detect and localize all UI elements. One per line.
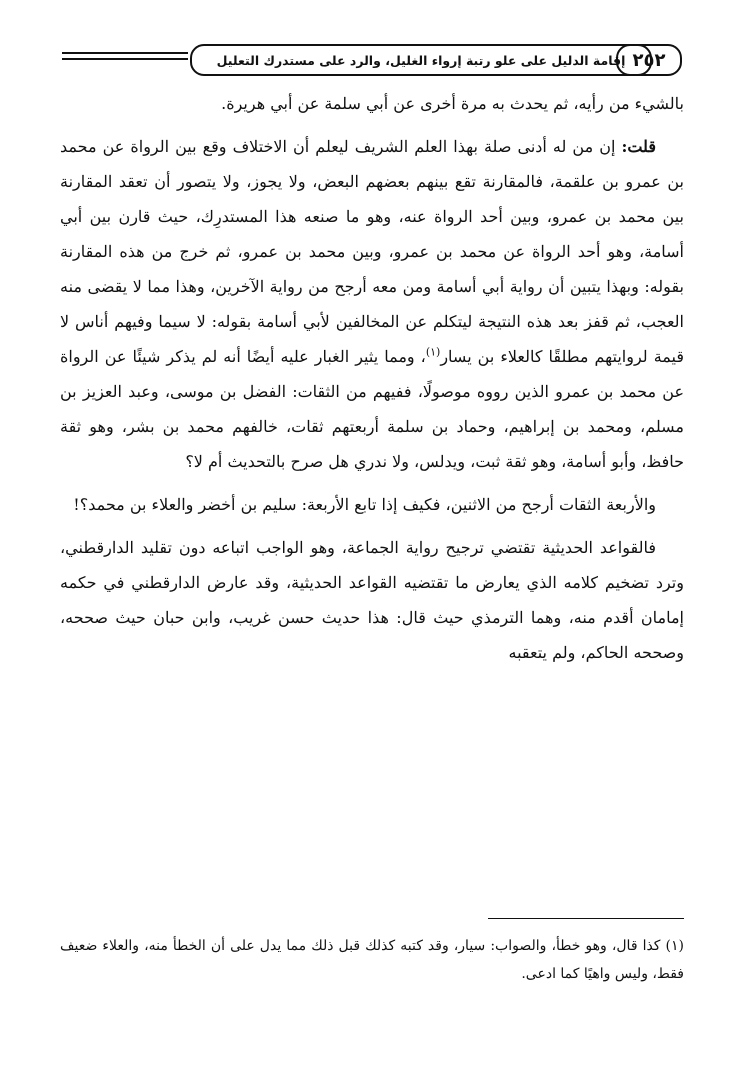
header-rule-left <box>62 52 188 54</box>
header-rule-left-lower <box>62 58 188 60</box>
footnote-separator <box>488 918 684 919</box>
note-label: قلت: <box>621 137 656 156</box>
running-header <box>62 40 682 84</box>
footnotes <box>60 932 684 988</box>
main-text <box>60 86 684 670</box>
footnote-1: (١) كذا قال، وهو خطأ، والصواب: سيار، وقد كتبه كذلك قبل ذلك مما يدل على أن الخطأ منه، والعلاء ضعيف فقط، وليس واهيًا كما ادعى. <box>60 938 684 982</box>
paragraph-3: والأربعة الثقات أرجح من الاثنين، فكيف إذا تابع الأربعة: سليم بن أخضر والعلاء بن محمد؟! <box>73 495 656 514</box>
page-number: ٢٥٢ <box>616 44 682 76</box>
paragraph-1: بالشيء من رأيه، ثم يحدث به مرة أخرى عن أبي سلمة عن أبي هريرة. <box>221 94 684 113</box>
footnote-ref-1[interactable]: (١) <box>425 345 441 359</box>
paragraph-2-text-a: إن من له أدنى صلة بهذا العلم الشريف ليعلم أن الاختلاف وقع بين الرواة عن محمد بن عمرو بن علقمة، فالمقارنة تقع بينهم بعضهم البعض، ولا يجوز، ولا يتصور أن تعقد المقارنة بين محمد بن عمرو، وبين أحد الرواة عنه، وهو ما صنعه هذا المستدرِك، حيث قارن بين أبي أسامة، وهو أحد الرواة عن محمد بن عمرو، وبين محمد بن عمرو، ثم خرج من هذه المقارنة بقوله: وبهذا يتبين أن رواية أبي أسامة ومن معه أرجح من رواية الآخرين، وهذا مما لا يقضى منه العجب، ثم قفز بعد هذه النتيجة ليتكلم عن المخالفين لأبي أسامة بقوله: لا سيما وفيهم أناس لا قيمة لروايتهم مطلقًا كالعلاء بن يسار <box>60 137 685 366</box>
paragraph-4: فالقواعد الحديثية تقتضي ترجيح رواية الجماعة، وهو الواجب اتباعه دون تقليد الدارقطني، وترد تضخيم كلامه الذي يعارض ما تقتضيه القواعد الحديثية، وقد عارض الدارقطني في حكمه إمامان أقدم منه، وهما الترمذي حيث قال: هذا حديث حسن غريب، وابن حبان حيث صححه، وصححه الحاكم، ولم يتعقبه <box>60 538 684 662</box>
paragraph-2 <box>60 129 684 479</box>
paragraph-2-text-b: ، ومما يثير الغبار عليه أيضًا أنه لم يذكر شيئًا عن الرواة عن محمد بن عمرو الذين رووه موصولًا، ففيهم من الثقات: الفضل بن موسى، وعبد العزيز بن مسلم، ومحمد بن إبراهيم، وحماد بن سلمة أربعتهم ثقات، خالفهم محمد بن بشر، وهو ثقة حافظ، وأبو أسامة، وهو ثقة ثبت، ويدلس، ولا ندري هل صرح بالتحديث أم لا؟ <box>60 347 684 471</box>
book-title: إقامة الدليل على علو رتبة إرواء الغليل، والرد على مستدرك التعليل <box>190 44 652 76</box>
